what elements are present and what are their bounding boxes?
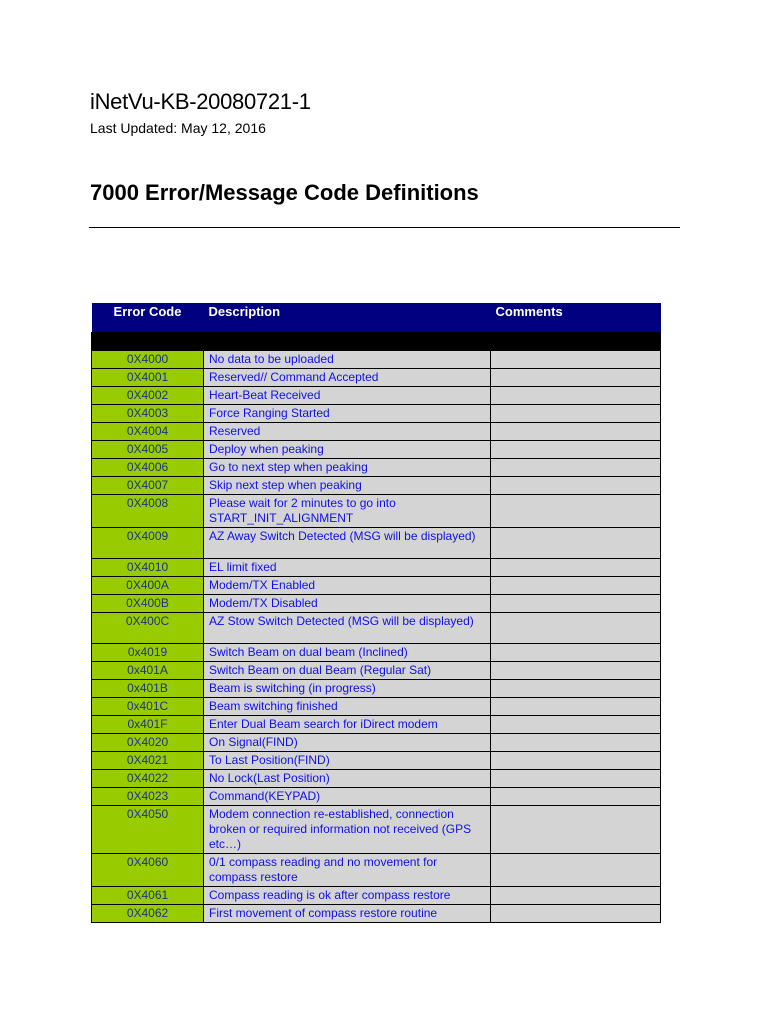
comments-cell xyxy=(491,577,661,595)
description-cell: AZ Away Switch Detected (MSG will be displayed) xyxy=(204,528,491,559)
description-cell: Please wait for 2 minutes to go into START_INIT_ALIGNMENT xyxy=(204,495,491,528)
table-row xyxy=(92,559,661,577)
comments-cell xyxy=(491,905,661,923)
comments-cell xyxy=(491,887,661,905)
description-cell: Go to next step when peaking xyxy=(204,459,491,477)
error-code-cell: 0X4008 xyxy=(92,495,204,528)
description-cell: Beam is switching (in progress) xyxy=(204,680,491,698)
error-code-cell: 0X4000 xyxy=(92,351,204,369)
description-cell: Beam switching finished xyxy=(204,698,491,716)
comments-cell xyxy=(491,351,661,369)
table-row xyxy=(92,405,661,423)
table-row xyxy=(92,477,661,495)
table-row xyxy=(92,905,661,923)
comments-cell xyxy=(491,405,661,423)
page-title: 7000 Error/Message Code Definitions xyxy=(90,180,479,205)
description-cell: First movement of compass restore routine xyxy=(204,905,491,923)
comments-cell xyxy=(491,477,661,495)
error-code-cell: 0X4001 xyxy=(92,369,204,387)
table-row xyxy=(92,495,661,528)
comments-cell xyxy=(491,387,661,405)
comments-cell xyxy=(491,662,661,680)
comments-cell xyxy=(491,495,661,528)
description-cell: Switch Beam on dual beam (Inclined) xyxy=(204,644,491,662)
table-row xyxy=(92,734,661,752)
error-code-cell: 0X4022 xyxy=(92,770,204,788)
error-code-cell: 0X4062 xyxy=(92,905,204,923)
comments-cell xyxy=(491,734,661,752)
description-cell: Modem connection re-established, connection broken or required information not received (GPS etc…) xyxy=(204,806,491,854)
error-code-cell: 0X4020 xyxy=(92,734,204,752)
description-cell: No data to be uploaded xyxy=(204,351,491,369)
comments-cell xyxy=(491,752,661,770)
error-code-cell: 0X4007 xyxy=(92,477,204,495)
table-row xyxy=(92,369,661,387)
description-cell: Reserved// Command Accepted xyxy=(204,369,491,387)
description-cell: AZ Stow Switch Detected (MSG will be displayed) xyxy=(204,613,491,644)
header-spacer-row xyxy=(92,333,661,351)
comments-cell xyxy=(491,559,661,577)
table-row xyxy=(92,752,661,770)
description-cell: Switch Beam on dual Beam (Regular Sat) xyxy=(204,662,491,680)
table-row xyxy=(92,577,661,595)
description-cell: Force Ranging Started xyxy=(204,405,491,423)
comments-cell xyxy=(491,716,661,734)
error-code-table xyxy=(91,303,661,923)
description-cell: EL limit fixed xyxy=(204,559,491,577)
table-row xyxy=(92,887,661,905)
table-row xyxy=(92,770,661,788)
comments-cell xyxy=(491,441,661,459)
comments-cell xyxy=(491,698,661,716)
column-header-comments: Comments xyxy=(491,303,661,333)
comments-cell xyxy=(491,806,661,854)
table-row xyxy=(92,423,661,441)
table-row xyxy=(92,644,661,662)
table-row xyxy=(92,788,661,806)
comments-cell xyxy=(491,369,661,387)
error-code-cell: 0x401B xyxy=(92,680,204,698)
error-code-cell: 0X400A xyxy=(92,577,204,595)
table-row xyxy=(92,662,661,680)
error-code-cell: 0X4021 xyxy=(92,752,204,770)
comments-cell xyxy=(491,613,661,644)
error-code-cell: 0X4002 xyxy=(92,387,204,405)
error-code-cell: 0X4004 xyxy=(92,423,204,441)
error-code-cell: 0X4061 xyxy=(92,887,204,905)
table-header-row xyxy=(92,303,661,333)
description-cell: Enter Dual Beam search for iDirect modem xyxy=(204,716,491,734)
error-code-cell: 0X4005 xyxy=(92,441,204,459)
error-code-cell: 0X4003 xyxy=(92,405,204,423)
document-id: iNetVu-KB-20080721-1 xyxy=(90,89,311,114)
error-code-cell: 0X4009 xyxy=(92,528,204,559)
error-code-cell: 0X4050 xyxy=(92,806,204,854)
comments-cell xyxy=(491,854,661,887)
comments-cell xyxy=(491,644,661,662)
error-code-cell: 0X4023 xyxy=(92,788,204,806)
error-code-cell: 0X400B xyxy=(92,595,204,613)
last-updated-date: Last Updated: May 12, 2016 xyxy=(90,120,266,136)
description-cell: To Last Position(FIND) xyxy=(204,752,491,770)
table-row xyxy=(92,680,661,698)
description-cell: Skip next step when peaking xyxy=(204,477,491,495)
error-code-cell: 0x401A xyxy=(92,662,204,680)
comments-cell xyxy=(491,595,661,613)
description-cell: Deploy when peaking xyxy=(204,441,491,459)
error-code-cell: 0X400C xyxy=(92,613,204,644)
table-row xyxy=(92,716,661,734)
description-cell: Modem/TX Enabled xyxy=(204,577,491,595)
table-row xyxy=(92,854,661,887)
error-code-cell: 0X4060 xyxy=(92,854,204,887)
error-code-cell: 0X4006 xyxy=(92,459,204,477)
comments-cell xyxy=(491,770,661,788)
table-row xyxy=(92,595,661,613)
table-row xyxy=(92,613,661,644)
title-divider xyxy=(89,227,680,228)
comments-cell xyxy=(491,459,661,477)
description-cell: On Signal(FIND) xyxy=(204,734,491,752)
comments-cell xyxy=(491,788,661,806)
error-code-cell: 0x4019 xyxy=(92,644,204,662)
comments-cell xyxy=(491,423,661,441)
description-cell: Compass reading is ok after compass restore xyxy=(204,887,491,905)
table-row xyxy=(92,698,661,716)
table-row xyxy=(92,528,661,559)
column-header-description: Description xyxy=(204,303,491,333)
table-row xyxy=(92,806,661,854)
table-row xyxy=(92,459,661,477)
comments-cell xyxy=(491,528,661,559)
error-code-cell: 0X4010 xyxy=(92,559,204,577)
description-cell: 0/1 compass reading and no movement for compass restore xyxy=(204,854,491,887)
description-cell: No Lock(Last Position) xyxy=(204,770,491,788)
comments-cell xyxy=(491,680,661,698)
description-cell: Command(KEYPAD) xyxy=(204,788,491,806)
error-code-cell: 0x401C xyxy=(92,698,204,716)
description-cell: Modem/TX Disabled xyxy=(204,595,491,613)
table-row xyxy=(92,387,661,405)
table-row xyxy=(92,441,661,459)
description-cell: Reserved xyxy=(204,423,491,441)
description-cell: Heart-Beat Received xyxy=(204,387,491,405)
error-code-cell: 0x401F xyxy=(92,716,204,734)
table-row xyxy=(92,351,661,369)
column-header-error-code: Error Code xyxy=(92,303,204,333)
